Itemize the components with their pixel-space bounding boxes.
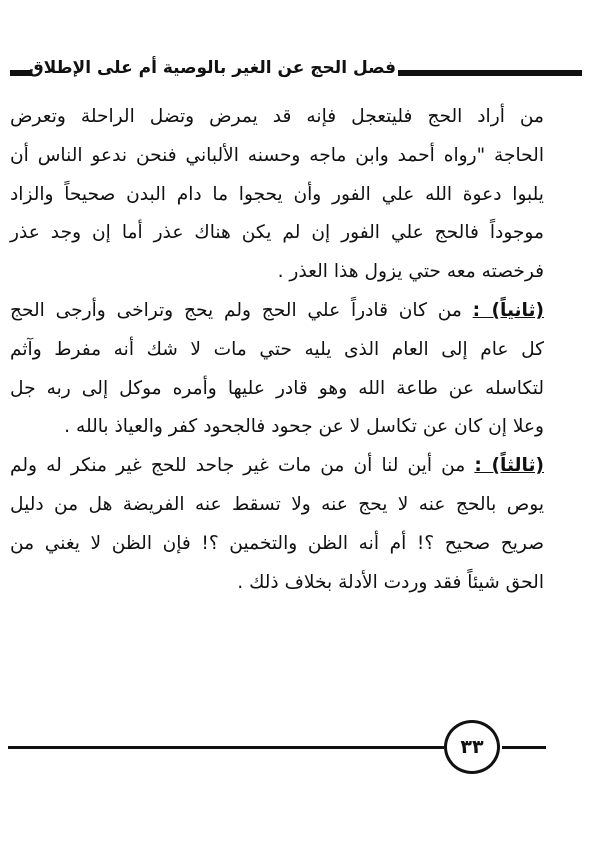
- point-three-text: من أين لنا أن من مات غير جاحد للحج غير منكر له ولم: [10, 455, 466, 477]
- footer-rule-left: [8, 746, 444, 749]
- text-line: يوص بالحج عنه لا يحج عنه ولا تسقط عنه الفريضة هل من دليل: [10, 493, 544, 515]
- body-text: [10, 98, 544, 602]
- footer-rule-right: [502, 746, 546, 749]
- header-rule-right: [398, 70, 582, 76]
- text-line: من أراد الحج فليتعجل فإنه قد يمرض وتضل الراحلة وتعرض: [10, 106, 544, 127]
- text-line: كل عام إلى العام الذى يليه حتي مات لا شك أنه مفرط وآثم: [10, 338, 544, 360]
- point-two-first-line: [10, 292, 544, 331]
- point-two-text: من كان قادراً علي الحج ولم يحج وتراخى وأرجى الحج: [10, 299, 462, 321]
- chapter-header: [10, 54, 580, 88]
- point-two-label: (ثانياً) :: [472, 299, 544, 321]
- text-line: الحق شيئاً فقد وردت الأدلة بخلاف ذلك .: [237, 571, 544, 593]
- page-number: ٣٣: [444, 720, 500, 774]
- text-line: فرخصته معه حتي يزول هذا العذر .: [277, 261, 544, 283]
- text-line: لتكاسله عن طاعة الله وهو قادر عليها وأمره موكل إلى ربه جل: [10, 377, 544, 399]
- point-three-first-line: [10, 447, 544, 486]
- text-line: وعلا إن كان عن تكاسل لا عن جحود فالجحود كفر والعياذ بالله .: [64, 416, 544, 438]
- text-line: صريح صحيح ؟! أم أنه الظن والتخمين ؟! فإن الظن لا يغني من: [10, 532, 544, 554]
- point-three-label: (ثالثاً) :: [474, 455, 544, 477]
- text-line: الحاجة "رواه أحمد وابن ماجه وحسنه الألباني فنحن ندعو الناس أن: [10, 144, 544, 166]
- chapter-title: فصل الحج عن الغير بالوصية أم على الإطلاق: [28, 58, 396, 78]
- text-line: موجوداً فالحج علي الفور إن لم يكن هناك عذر أما إن وجد عذر: [10, 222, 544, 244]
- text-line: يلبوا دعوة الله علي الفور وأن يحجوا ما دام البدن صحيحاً والزاد: [10, 183, 544, 205]
- page-footer: [0, 718, 590, 778]
